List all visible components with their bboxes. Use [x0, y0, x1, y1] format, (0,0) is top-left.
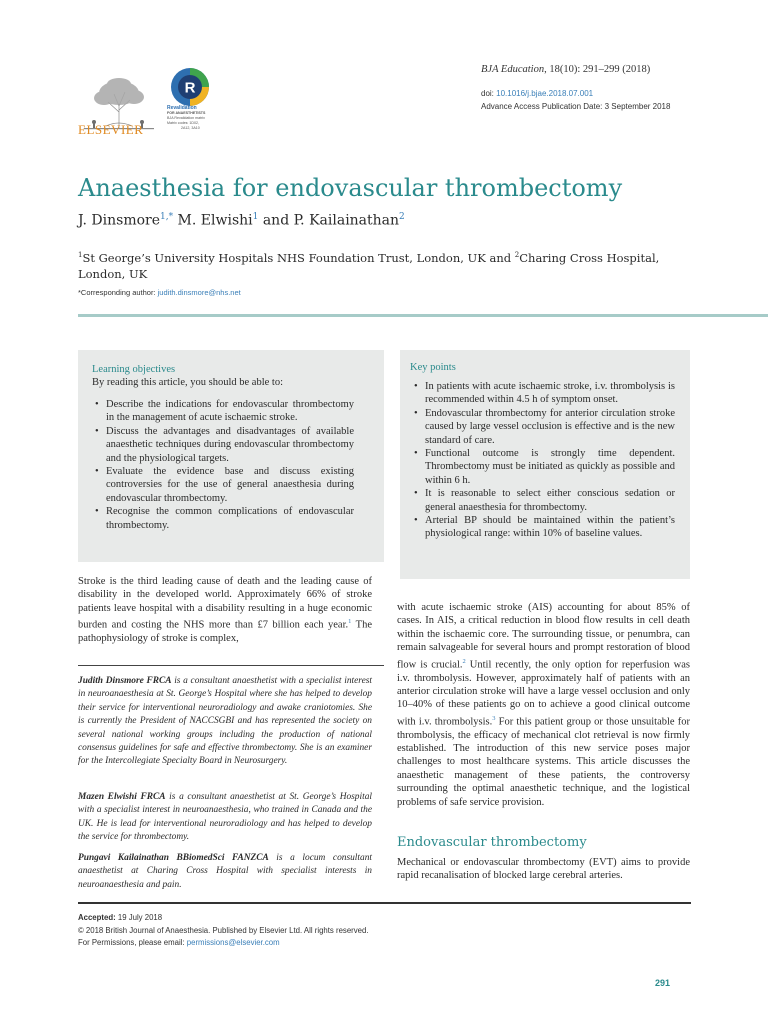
list-item: • Discuss the advantages and disadvantages of available anaesthetic techniques during endovascular thrombectomy and the physiological targets.: [94, 425, 354, 465]
section-paragraph: Mechanical or endovascular thrombectomy (EVT) aims to provide rapid recanalisation of blocked large cerebral arteries.: [397, 857, 690, 882]
list-item: • It is reasonable to select either conscious sedation or general anaesthesia for thrombectomy.: [413, 487, 675, 514]
key-points-title: Key points: [410, 362, 456, 373]
author-list: J. Dinsmore$^{1,*}$ M. Elwishi$^1$ and P. Kailainathan$^2$: [78, 212, 405, 229]
list-item: • In patients with acute ischaemic stroke, i.v. thrombolysis is recommended within 4.5 h of symptom onset.: [413, 380, 675, 407]
learning-objectives-intro: By reading this article, you should be able to:: [92, 377, 283, 388]
citation-ref[interactable]: 3: [492, 714, 496, 722]
corresponding-email-link[interactable]: judith.dinsmore@nhs.net: [157, 288, 241, 297]
revalidation-letter: R: [184, 79, 196, 97]
corresponding-author: *Corresponding author: judith.dinsmore@nhs.net: [78, 288, 241, 297]
list-item: • Endovascular thrombectomy for anterior circulation stroke caused by large vessel occlusion is effective and is the new standard of care.: [413, 407, 675, 447]
accepted-date: Accepted: 19 July 2018: [78, 913, 163, 922]
article-title: Anaesthesia for endovascular thrombectomy: [78, 174, 623, 202]
learning-objectives-box: [78, 350, 384, 562]
intro-paragraph: Stroke is the third leading cause of death and the leading cause of disability in the developed world. Approximately 66% of stroke patients leave hospital with a disability resulting in a huge economic burden and costing the NHS more than £7 billion each year.$^1$ The pathophysiology of stroke is complex,: [78, 576, 372, 645]
doi-line: doi: 10.1016/j.bjae.2018.07.001: [481, 89, 594, 98]
author-bio: Judith Dinsmore FRCA is a consultant anaesthetist with a specialist interest in neuroanaesthesia at St. George’s Hospital where she has helped to develop their service for interventional neuroradiology and awake craniotomies. She is currently the President of NACCSGBI and has represented the society on several national working groups including the production of national consensus guidelines for safe and effective thrombectomy. She is an examiner for the Intercollegiate Specialty Board in Neurosurgery.: [78, 676, 372, 767]
body-paragraph: with acute ischaemic stroke (AIS) accounting for about 85% of cases. In AIS, a critical reduction in blood flow results in cell death within the ischaemic core. The surrounding tissue, or penumbra, can remain salvageable for several hours and prompt restoration of blood flow is crucial.$^2$ Until recently, the only option for reperfusion was i.v. thrombolysis. However, approximately half of patients with an anterior circulation stroke will have a large vessel occlusion and only 10–40% of these patients go on to achieve a good clinical outcome with i.v. thrombolysis.$^3$ For this patient group or those unsuitable for thrombolysis, the efficacy of mechanical clot retrieval is now firmly established. The introduction of this new service poses major challenges to most healthcare systems. This article discusses the anaesthetic management of these patients, the controversy surrounding the optimal anaesthetic technique, and the logistical problems of safe service provision.: [397, 602, 691, 808]
learning-objectives-title: Learning objectives: [92, 364, 176, 375]
header-divider: [78, 314, 768, 317]
publication-date: Advance Access Publication Date: 3 September 2018: [481, 102, 671, 111]
learning-objectives-list: [94, 398, 354, 532]
permissions-email-link[interactable]: permissions@elsevier.com: [186, 938, 280, 947]
elsevier-wordmark: ELSEVIER: [78, 122, 144, 137]
list-item: • Arterial BP should be maintained within the patient’s physiological range: within 10% of baseline values.: [413, 514, 675, 541]
revalidation-caption: Revalidation FOR ANAESTHETISTS BJA Revalidation matrix Matrix codes: 1D02, 2A12, 3A10: [167, 105, 206, 130]
copyright: © 2018 British Journal of Anaesthesia. Published by Elsevier Ltd. All rights reserved.: [78, 926, 369, 935]
footer-divider: [78, 902, 691, 904]
permissions: For Permissions, please email: permissions@elsevier.com: [78, 938, 280, 947]
list-item: • Recognise the common complications of endovascular thrombectomy.: [94, 505, 354, 532]
list-item: • Evaluate the evidence base and discuss existing controversies for the use of general anaesthesia during endovascular thrombectomy.: [94, 465, 354, 505]
journal-citation: BJA Education, 18(10): 291–299 (2018): [481, 64, 651, 75]
page-number: 291: [655, 978, 671, 988]
author-affil-ref[interactable]: 2: [399, 212, 405, 222]
author-bio: Mazen Elwishi FRCA is a consultant anaesthetist at St. George’s Hospital with a specialist interest in neuroanaesthesia, who trained in Canada and the UK. He is lead for interventional neuroradiology and has helped to develop the service for thrombectomy.: [78, 792, 372, 843]
revalidation-logo: [170, 67, 210, 107]
citation-ref[interactable]: 2: [462, 657, 466, 665]
author-affil-ref[interactable]: 1: [252, 212, 259, 222]
list-item: • Functional outcome is strongly time dependent. Thrombectomy must be initiated as quickly as possible and within 6 h.: [413, 447, 675, 487]
author-affil-ref[interactable]: 1,*: [160, 212, 174, 222]
author-bio: Pungavi Kailainathan BBiomedSci FANZCA is a locum consultant anaesthetist at Charing Cross Hospital with specialist interests in neuroanaesthesia and pain.: [78, 853, 372, 890]
section-heading: Endovascular thrombectomy: [397, 835, 587, 850]
citation-ref[interactable]: 1: [348, 618, 352, 626]
key-points-box: [400, 350, 690, 579]
doi-link[interactable]: 10.1016/j.bjae.2018.07.001: [496, 89, 594, 98]
list-item: • Describe the indications for endovascular thrombectomy in the management of acute ischaemic stroke.: [94, 398, 354, 425]
key-points-list: [413, 380, 675, 541]
bio-divider: [78, 665, 384, 666]
affiliations: $^1$St George’s University Hospitals NHS Foundation Trust, London, UK and $^2$Charing Cross Hospital, London, UK: [78, 250, 660, 281]
